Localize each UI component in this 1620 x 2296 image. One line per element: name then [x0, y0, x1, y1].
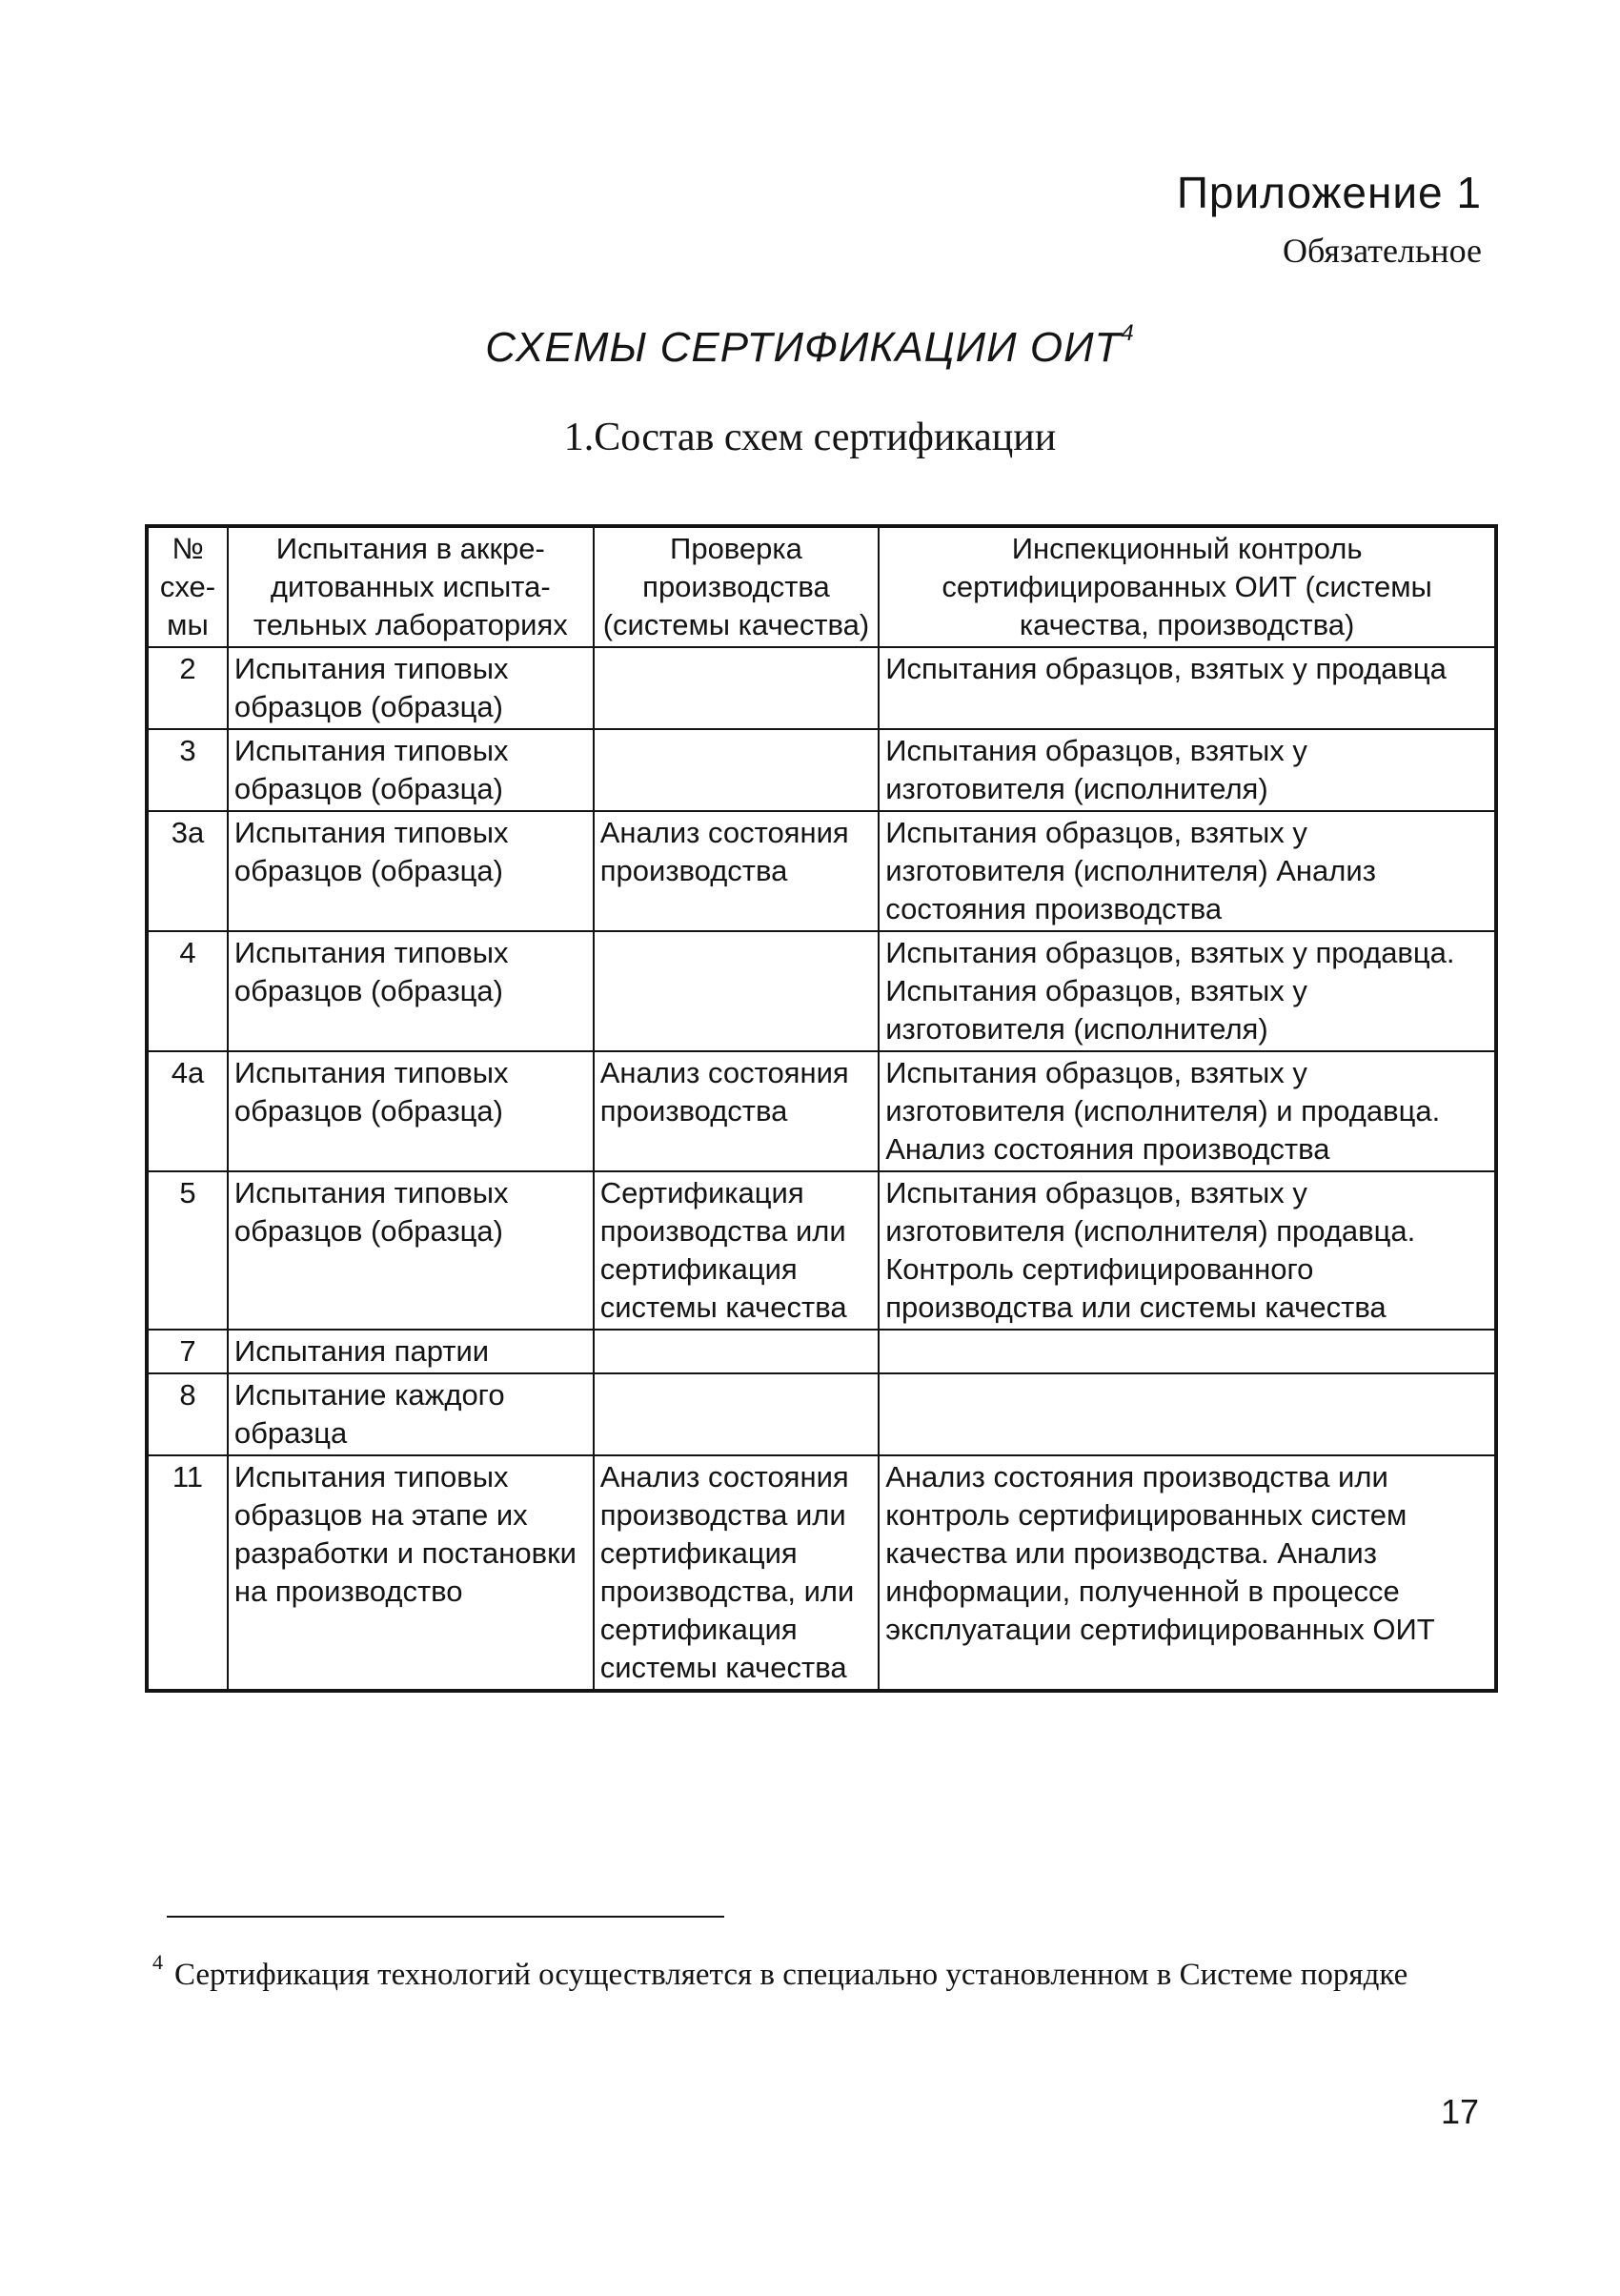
- inspection-cell: Испытания образцов, взятых у изготовителя (исполнителя): [879, 729, 1496, 811]
- header-scheme-number: № схе-мы: [147, 526, 228, 647]
- inspection-cell: Испытания образцов, взятых у изготовителя (исполнителя) и продавца. Анализ состояния производства: [879, 1051, 1496, 1171]
- inspection-cell: [879, 1373, 1496, 1455]
- page-number: 17: [1440, 2092, 1479, 2131]
- production-check-cell: [594, 647, 880, 729]
- lab-testing-cell: Испытание каждого образца: [228, 1373, 594, 1455]
- lab-testing-cell: Испытания типовых образцов на этапе их разработки и постановки на производство: [228, 1455, 594, 1691]
- document-title: [0, 320, 1620, 372]
- table-row: [147, 1373, 1496, 1455]
- header-lab-testing: Испытания в аккре-дитованных испыта-тельных лабораториях: [228, 526, 594, 647]
- appendix-title: Приложение 1: [1176, 168, 1482, 217]
- production-check-cell: [594, 729, 880, 811]
- inspection-cell: Испытания образцов, взятых у изготовителя (исполнителя) Анализ состояния производства: [879, 811, 1496, 931]
- scheme-number: 11: [147, 1455, 228, 1691]
- inspection-cell: Испытания образцов, взятых у изготовителя (исполнителя) продавца. Контроль сертифицированного производства или системы качества: [879, 1171, 1496, 1330]
- scheme-number: 2: [147, 647, 228, 729]
- table-row: [147, 729, 1496, 811]
- lab-testing-cell: Испытания типовых образцов (образца): [228, 647, 594, 729]
- inspection-cell: Испытания образцов, взятых у продавца. Испытания образцов, взятых у изготовителя (исполнителя): [879, 931, 1496, 1051]
- lab-testing-cell: Испытания типовых образцов (образца): [228, 1051, 594, 1171]
- table-row: [147, 1330, 1496, 1373]
- title-footnote-mark: 4: [1121, 320, 1135, 347]
- scheme-number: 3: [147, 729, 228, 811]
- section-title: 1.Состав схем сертификации: [563, 416, 1057, 459]
- production-check-cell: [594, 1330, 880, 1373]
- table-row: [147, 931, 1496, 1051]
- table-row: [147, 1051, 1496, 1171]
- production-check-cell: Анализ состояния производства: [594, 811, 880, 931]
- scheme-number: 4а: [147, 1051, 228, 1171]
- appendix-status: Обязательное: [1282, 232, 1482, 270]
- table-row: [147, 811, 1496, 931]
- scheme-number: 4: [147, 931, 228, 1051]
- footnote-mark: 4: [152, 1950, 163, 1974]
- lab-testing-cell: Испытания типовых образцов (образца): [228, 931, 594, 1051]
- production-check-cell: [594, 931, 880, 1051]
- scheme-number: 7: [147, 1330, 228, 1373]
- lab-testing-cell: Испытания типовых образцов (образца): [228, 729, 594, 811]
- certification-schemes-table: [145, 524, 1498, 1693]
- lab-testing-cell: Испытания партии: [228, 1330, 594, 1373]
- header-inspection-control: Инспекционный контроль сертифицированных ОИТ (системы качества, производства): [879, 526, 1496, 647]
- production-check-cell: Анализ состояния производства или сертификация производства, или сертификация системы качества: [594, 1455, 880, 1691]
- footnote: [152, 1944, 1487, 1997]
- lab-testing-cell: Испытания типовых образцов (образца): [228, 811, 594, 931]
- footnote-divider: [167, 1916, 724, 1918]
- inspection-cell: Анализ состояния производства или контроль сертифицированных систем качества или производства. Анализ информации, полученной в процессе эксплуатации сертифицированных ОИТ: [879, 1455, 1496, 1691]
- scheme-number: 3а: [147, 811, 228, 931]
- table-row: [147, 1455, 1496, 1691]
- inspection-cell: [879, 1330, 1496, 1373]
- lab-testing-cell: Испытания типовых образцов (образца): [228, 1171, 594, 1330]
- production-check-cell: Анализ состояния производства: [594, 1051, 880, 1171]
- table-row: [147, 647, 1496, 729]
- scheme-number: 5: [147, 1171, 228, 1330]
- document-title-text: СХЕМЫ СЕРТИФИКАЦИИ ОИТ: [485, 324, 1122, 371]
- inspection-cell: Испытания образцов, взятых у продавца: [879, 647, 1496, 729]
- production-check-cell: [594, 1373, 880, 1455]
- header-production-check: Проверка производства (системы качества): [594, 526, 880, 647]
- production-check-cell: Сертификация производства или сертификация системы качества: [594, 1171, 880, 1330]
- table-row: [147, 1171, 1496, 1330]
- scheme-number: 8: [147, 1373, 228, 1455]
- footnote-text: Сертификация технологий осуществляется в специально установленном в Системе порядке: [174, 1958, 1408, 1992]
- table-header-row: [147, 526, 1496, 647]
